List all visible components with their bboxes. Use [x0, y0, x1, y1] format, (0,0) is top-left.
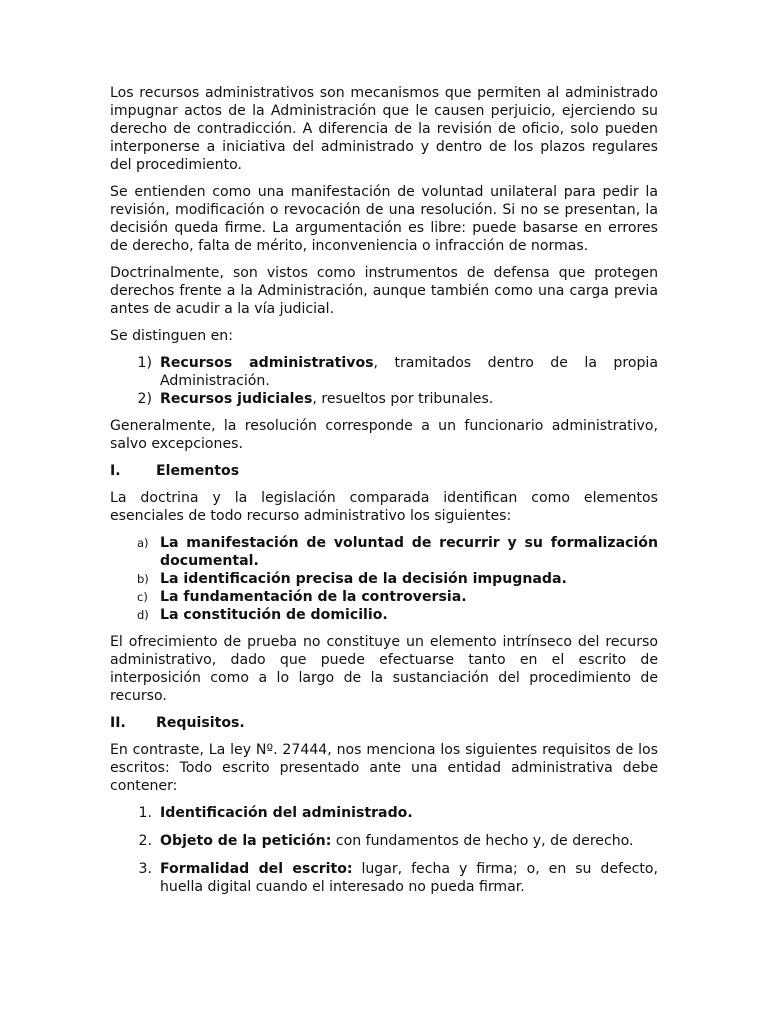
list-item	[110, 804, 658, 822]
list-item	[110, 390, 658, 408]
list-item-text: La constitución de domicilio.	[160, 607, 388, 623]
paragraph-requirements-lead: En contraste, La ley Nº. 27444, nos menciona los siguientes requisitos de los escritos: Todo escrito presentado ante una entidad administrativa debe contener:	[110, 742, 658, 794]
list-item-text: La identificación precisa de la decisión impugnada.	[160, 571, 567, 587]
list-marker: c)	[137, 590, 148, 604]
list-item	[110, 860, 658, 896]
list-item	[110, 606, 658, 624]
list-item-bold: Recursos administrativos	[160, 355, 374, 371]
elements-list	[110, 534, 658, 624]
list-item	[110, 534, 658, 570]
list-item-text: , resueltos por tribunales.	[312, 391, 494, 407]
requirements-list	[110, 804, 658, 896]
list-item-text: La manifestación de voluntad de recurrir y su formalización documental.	[160, 535, 658, 569]
list-item-text: La fundamentación de la controversia.	[160, 589, 467, 605]
list-marker: 1)	[137, 355, 152, 371]
list-marker: 1.	[138, 805, 152, 821]
list-item-bold: Formalidad del escrito:	[160, 861, 353, 877]
paragraph-definition: Se entienden como una manifestación de voluntad unilateral para pedir la revisión, modificación o revocación de una resolución. Si no se presentan, la decisión queda firme. La argumentación es libre: puede basarse en errores de derecho, falta de mérito, inconveniencia o infracción de normas.	[110, 184, 658, 254]
paragraph-evidence: El ofrecimiento de prueba no constituye un elemento intrínseco del recurso administrativo, dado que puede efectuarse tanto en el escrito de interposición como a lo largo de la sustanciación del procedimiento de recurso.	[110, 634, 658, 704]
paragraph-resolution: Generalmente, la resolución corresponde a un funcionario administrativo, salvo excepciones.	[110, 418, 658, 452]
section-number: I.	[110, 463, 121, 479]
list-marker: d)	[137, 608, 149, 622]
list-item-text: lugar, fecha y firma; o, en su defecto, huella digital cuando el interesado no pueda firmar.	[160, 861, 659, 895]
paragraph-elements-lead: La doctrina y la legislación comparada identifican como elementos esenciales de todo recurso administrativo los siguientes:	[110, 490, 658, 524]
section-title: Requisitos.	[156, 715, 245, 731]
section-heading-elementos	[110, 462, 658, 480]
list-marker: b)	[137, 572, 149, 586]
list-item	[110, 832, 658, 850]
document-body	[110, 84, 658, 906]
paragraph-intro: Los recursos administrativos son mecanismos que permiten al administrado impugnar actos de la Administración que le causen perjuicio, ejerciendo su derecho de contradicción. A diferencia de la revisión de oficio, solo pueden interponerse a iniciativa del administrado y dentro de los plazos regulares del procedimiento.	[110, 85, 658, 173]
paragraph-distinction-lead: Se distinguen en:	[110, 328, 233, 344]
list-item-text: , tramitados dentro de la propia Administración.	[160, 355, 658, 389]
list-item-text: con fundamentos de hecho y, de derecho.	[331, 833, 634, 849]
list-marker: 3.	[138, 861, 152, 877]
section-title: Elementos	[156, 463, 240, 479]
list-item	[110, 570, 658, 588]
list-item-bold: Recursos judiciales	[160, 391, 313, 407]
list-marker: a)	[137, 536, 149, 550]
section-heading-requisitos	[110, 714, 658, 732]
list-marker: 2.	[138, 833, 152, 849]
types-list	[110, 354, 658, 408]
list-item-bold: Objeto de la petición:	[160, 833, 332, 849]
list-item	[110, 354, 658, 390]
list-item-bold: Identificación del administrado.	[160, 805, 413, 821]
section-number: II.	[110, 715, 126, 731]
paragraph-doctrine: Doctrinalmente, son vistos como instrumentos de defensa que protegen derechos frente a la Administración, aunque también como una carga previa antes de acudir a la vía judicial.	[110, 265, 658, 317]
list-marker: 2)	[137, 391, 152, 407]
list-item	[110, 588, 658, 606]
